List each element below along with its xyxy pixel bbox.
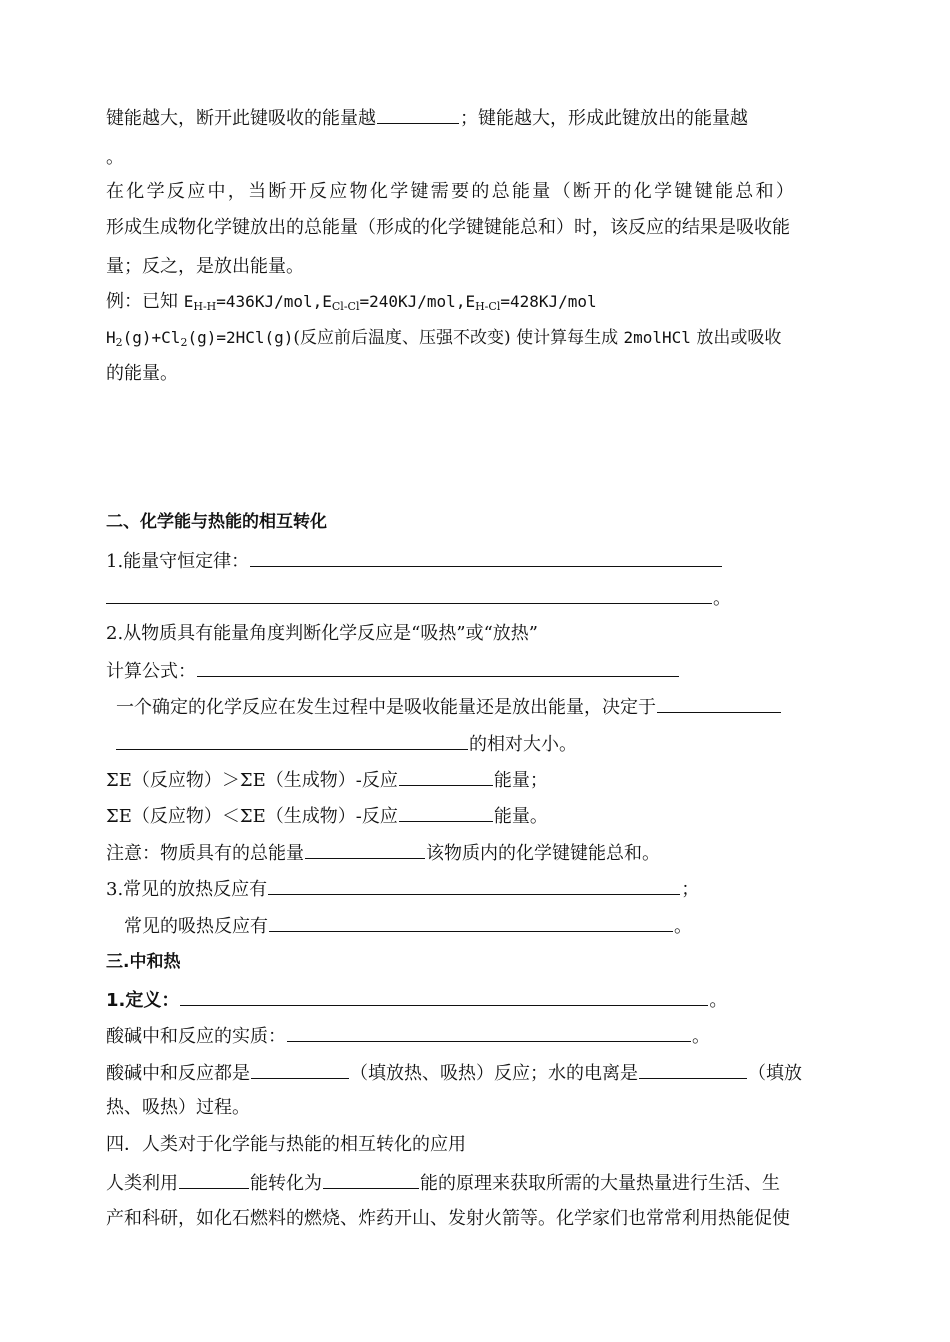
answer-blank[interactable] [305, 840, 425, 859]
answer-blank[interactable] [377, 105, 459, 124]
answer-blank[interactable] [323, 1170, 419, 1189]
sum-line-endothermic: ΣE（反应物）＜ΣE（生成物）-反应 能量。 [106, 803, 548, 829]
paragraph-line: 量；反之，是放出能量。 [106, 256, 304, 277]
bond-energy-sentence-end: 。 [106, 147, 124, 168]
energy-conservation-line-2: 。 [106, 585, 731, 611]
answer-blank[interactable] [250, 548, 722, 567]
answer-blank[interactable] [251, 1060, 349, 1079]
exothermic-examples-line: 3.常见的放热反应有 ； [106, 876, 699, 902]
sum-line-exothermic: ΣE（反应物）＞ΣE（生成物）-反应 能量； [106, 767, 548, 793]
endothermic-examples-line: 常见的吸热反应有 。 [124, 913, 692, 939]
example-line: 例：已知 $E_{H-H}=436KJ/mol,E_{Cl-Cl}=240KJ/mol,E_{H-Cl}=428KJ$/mol [106, 291, 597, 313]
equation-line: $H_2(g)+Cl_2(g)=2HCl(g)$(反应前后温度、压强不改变) 使计算每生成 2molHCl 放出或吸收 [106, 328, 782, 349]
application-line: 人类利用 能转化为 能的原理来获取所需的大量热量进行生活、生 [106, 1170, 780, 1196]
paragraph-line: 2.从物质具有能量角度判断化学反应是“吸热”或“放热” [106, 623, 538, 644]
bond-energy-sentence: 键能越大，断开此键吸收的能量越 ；键能越大，形成此键放出的能量越 [106, 105, 748, 131]
decide-line-2: 的相对大小。 [116, 731, 577, 757]
answer-blank[interactable] [657, 694, 781, 713]
answer-blank[interactable] [399, 803, 493, 822]
definition-line: 1.定义： 。 [106, 987, 727, 1013]
answer-blank[interactable] [399, 767, 493, 786]
section-heading: 三.中和热 [106, 952, 181, 972]
neutralization-line: 酸碱中和反应都是 （填放热、吸热）反应；水的电离是 （填放 [106, 1060, 802, 1086]
answer-blank[interactable] [287, 1023, 691, 1042]
paragraph-line: 形成生成物化学键放出的总能量（形成的化学键键能总和）时，该反应的结果是吸收能 [106, 217, 790, 238]
paragraph-line: 热、吸热）过程。 [106, 1097, 250, 1118]
answer-blank[interactable] [180, 987, 708, 1006]
formula-line: 计算公式： [106, 658, 680, 684]
answer-blank[interactable] [106, 585, 712, 604]
paragraph-line: 的能量。 [106, 363, 178, 384]
answer-blank[interactable] [268, 876, 680, 895]
answer-blank[interactable] [639, 1060, 747, 1079]
answer-blank[interactable] [269, 913, 673, 932]
section-heading: 二、化学能与热能的相互转化 [106, 512, 327, 532]
answer-blank[interactable] [197, 658, 679, 677]
answer-blank[interactable] [179, 1170, 249, 1189]
paragraph-line: 产和科研，如化石燃料的燃烧、炸药开山、发射火箭等。化学家们也常常利用热能促使 [106, 1208, 790, 1229]
decide-line: 一个确定的化学反应在发生过程中是吸收能量还是放出能量，决定于 [116, 694, 782, 720]
note-line: 注意：物质具有的总能量 该物质内的化学键键能总和。 [106, 840, 660, 866]
energy-conservation-line: 1.能量守恒定律： [106, 548, 723, 574]
answer-blank[interactable] [116, 731, 468, 750]
essence-line: 酸碱中和反应的实质： 。 [106, 1023, 710, 1049]
paragraph-line: 在化学反应中，当断开反应物化学键需要的总能量（断开的化学键键能总和） [106, 181, 797, 202]
section-heading: 四．人类对于化学能与热能的相互转化的应用 [106, 1134, 466, 1155]
